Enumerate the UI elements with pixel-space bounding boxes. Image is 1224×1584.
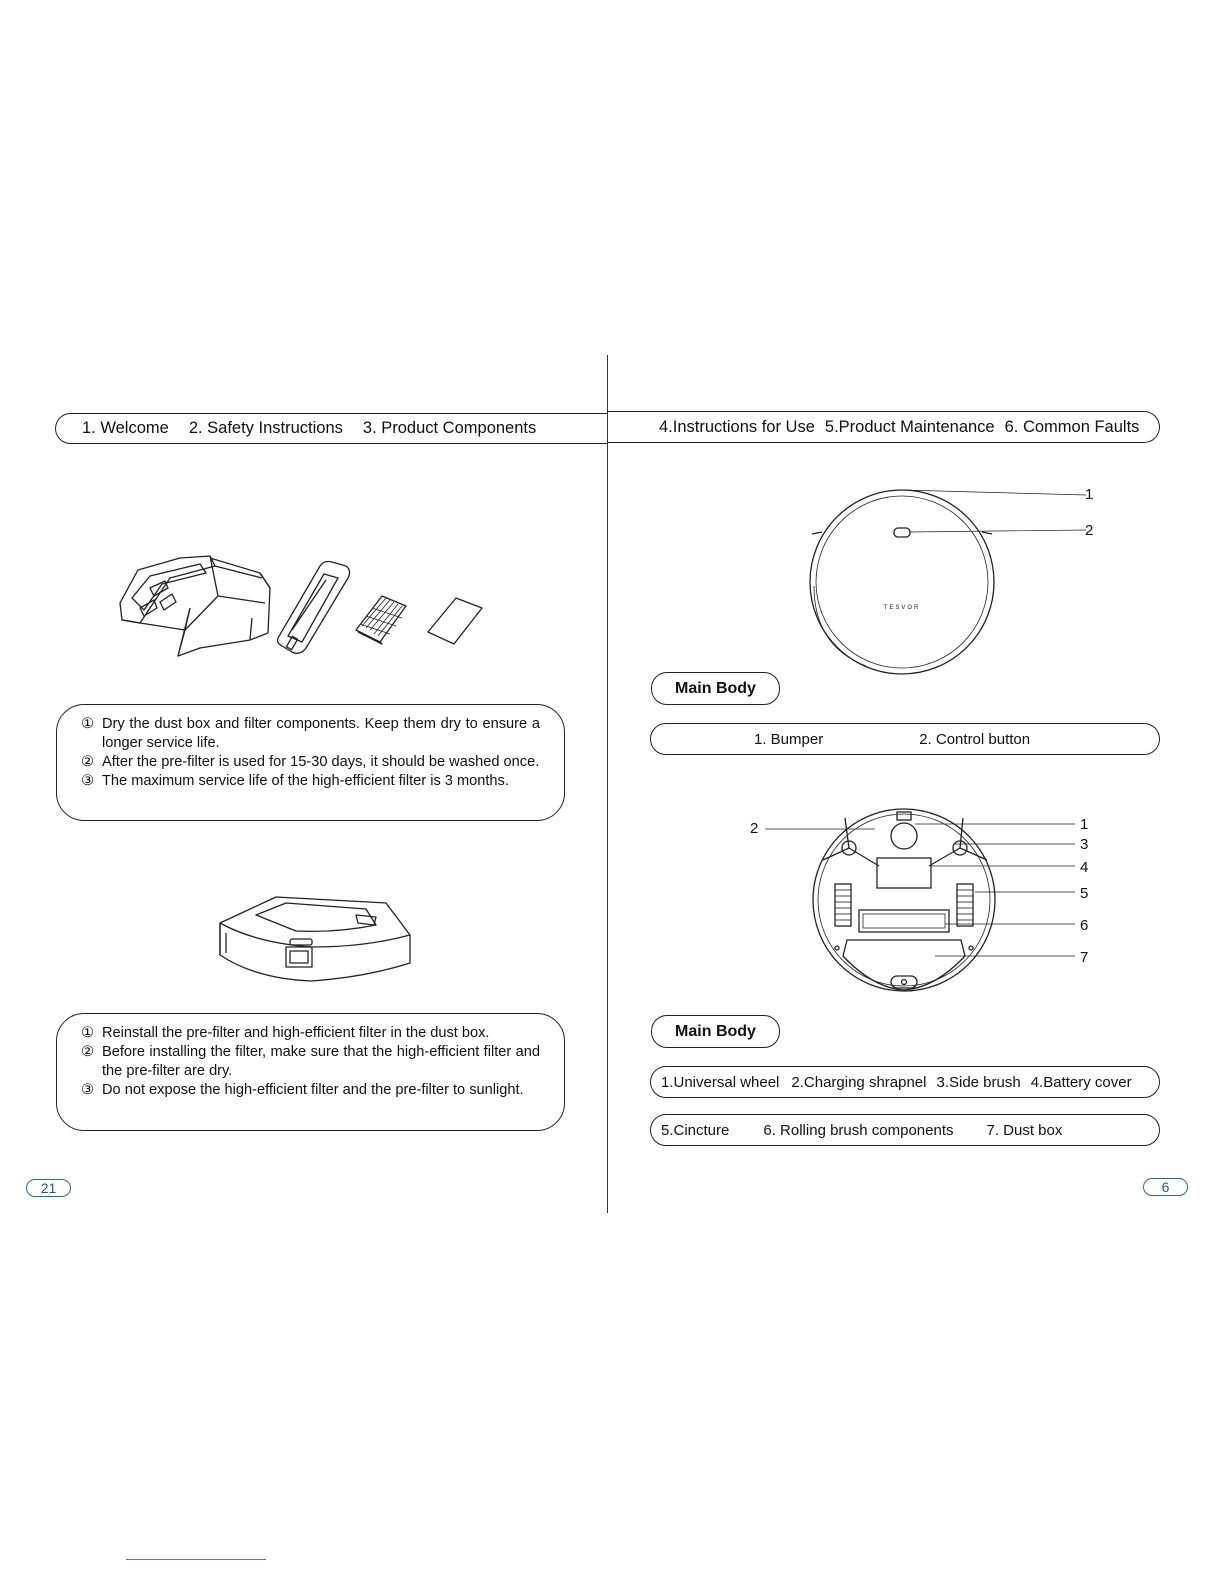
footer-rule <box>126 1559 266 1560</box>
callout-label-2: 2 <box>750 820 759 837</box>
part-battery-cover: 4.Battery cover <box>1030 1073 1132 1091</box>
callout-label-2: 2 <box>1085 522 1094 539</box>
step-number: ① <box>81 716 95 732</box>
step-number: ② <box>81 1044 95 1060</box>
note-line <box>81 772 540 791</box>
step-number: ③ <box>81 1082 95 1098</box>
callout-label-3: 3 <box>1080 836 1089 853</box>
step-text: The maximum service life of the high-efficient filter is 3 months. <box>102 773 509 789</box>
note-line <box>81 1024 540 1043</box>
section-title-main-body: Main Body <box>651 672 780 705</box>
parts-list-bottom-row2 <box>650 1114 1160 1146</box>
nav-safety-instructions[interactable]: 2. Safety Instructions <box>188 419 343 437</box>
callout-label-5: 5 <box>1080 885 1089 902</box>
callout-label-1: 1 <box>1080 816 1089 833</box>
part-side-brush: 3.Side brush <box>936 1073 1021 1091</box>
page-divider <box>607 355 608 1213</box>
step-text: Reinstall the pre-filter and high-efficient filter in the dust box. <box>102 1025 490 1041</box>
callout-label-6: 6 <box>1080 917 1089 934</box>
note-line <box>81 715 540 753</box>
nav-common-faults[interactable]: 6. Common Faults <box>1004 417 1140 436</box>
callout-label-7: 7 <box>1080 949 1089 966</box>
step-number: ② <box>81 754 95 770</box>
part-charging-shrapnel: 2.Charging shrapnel <box>791 1073 927 1091</box>
note-line <box>81 1043 540 1081</box>
nav-product-components[interactable]: 3. Product Components <box>362 419 537 437</box>
part-universal-wheel: 1.Universal wheel <box>661 1073 780 1091</box>
page-number-right: 6 <box>1143 1178 1188 1196</box>
step-number: ① <box>81 1025 95 1041</box>
closed-dust-box-illustration <box>216 893 416 985</box>
section-title-main-body-bottom: Main Body <box>651 1015 780 1048</box>
step-number: ③ <box>81 773 95 789</box>
dust-box-filters-illustration <box>110 548 490 663</box>
robot-top-view-illustration <box>806 486 1106 678</box>
callout-label-1: 1 <box>1085 486 1094 503</box>
step-text: Dry the dust box and filter components. Keep them dry to ensure a longer service life. <box>102 716 540 751</box>
nav-welcome[interactable]: 1. Welcome <box>82 419 169 437</box>
right-section-nav <box>607 411 1160 443</box>
step-text: Before installing the filter, make sure that the high-efficient filter and the pre-filter are dry. <box>102 1044 540 1079</box>
callout-label-4: 4 <box>1080 859 1089 876</box>
part-control-button: 2. Control button <box>919 730 1031 748</box>
nav-instructions-for-use[interactable]: 4.Instructions for Use <box>659 417 815 436</box>
step-text: After the pre-filter is used for 15-30 days, it should be washed once. <box>102 754 540 770</box>
part-dust-box: 7. Dust box <box>986 1121 1063 1139</box>
part-bumper: 1. Bumper <box>754 730 824 748</box>
parts-list-top <box>650 723 1160 755</box>
page-number-left: 21 <box>26 1179 71 1197</box>
note-line <box>81 1081 540 1100</box>
brand-logo: TESVOR <box>883 605 921 611</box>
nav-product-maintenance[interactable]: 5.Product Maintenance <box>824 417 995 436</box>
robot-bottom-view-illustration <box>805 808 1095 996</box>
note-line <box>81 753 540 772</box>
step-text: Do not expose the high-efficient filter and the pre-filter to sunlight. <box>102 1082 524 1098</box>
part-rolling-brush: 6. Rolling brush components <box>763 1121 954 1139</box>
note-filter-care <box>56 704 565 821</box>
parts-list-bottom-row1 <box>650 1066 1160 1098</box>
note-filter-reinstall <box>56 1013 565 1131</box>
part-cincture: 5.Cincture <box>661 1121 730 1139</box>
left-section-nav <box>55 413 608 444</box>
